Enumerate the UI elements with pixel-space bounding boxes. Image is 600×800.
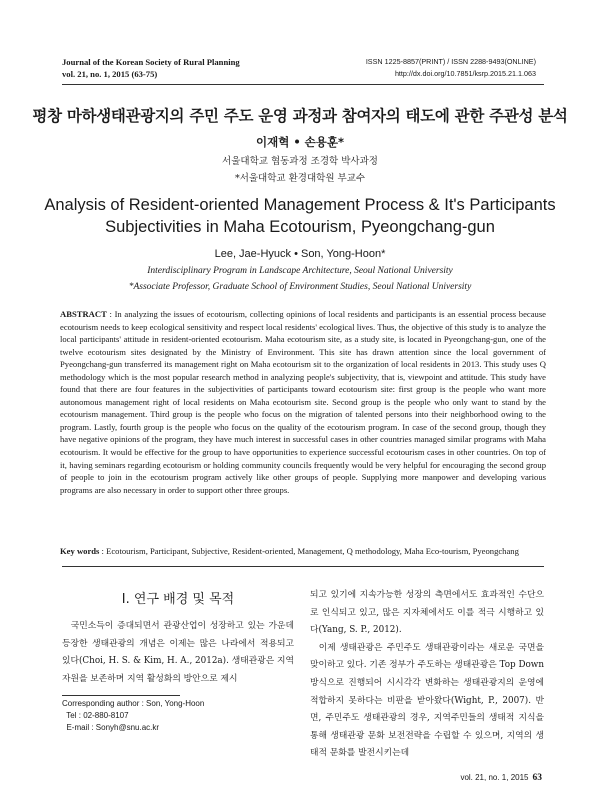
keywords-divider <box>62 566 544 567</box>
keywords <box>60 545 546 557</box>
korean-affiliation-1: 서울대학교 협동과정 조경학 박사과정 <box>222 156 378 167</box>
korean-authors: 이재혁 • 손용훈* <box>255 135 345 149</box>
footnote-tel: Tel : 02-880-8107 <box>62 711 129 720</box>
korean-title: 평창 마하생태관광지의 주민 주도 운영 과정과 참여자의 태도에 관한 주관성 분석 <box>32 107 568 125</box>
footnote-author: Corresponding author : Son, Yong-Hoon <box>62 699 205 708</box>
english-title <box>40 194 560 238</box>
corresponding-author-footnote <box>62 698 204 734</box>
abstract-label: ABSTRACT <box>60 309 107 319</box>
body-right-column <box>310 587 544 763</box>
issn: ISSN 1225-8857(PRINT) / ISSN 2288-9493(ONLINE) <box>365 57 536 66</box>
section-heading: Ⅰ. 연구 배경 및 목적 <box>121 592 235 607</box>
header-divider <box>62 84 544 85</box>
english-authors: Lee, Jae-Hyuck • Son, Yong-Hoon* <box>214 248 386 260</box>
korean-affiliation-2: *서울대학교 환경대학원 부교수 <box>234 173 366 184</box>
footnote-email[interactable]: E-mail : Sonyh@snu.ac.kr <box>62 723 160 732</box>
body-paragraph: 되고 있기에 지속가능한 성장의 측면에서도 효과적인 수단으로 인식되고 있고, 많은 지자체에서도 이를 적극 시행하고 있다(Yang, S. P., 2012). <box>310 590 544 636</box>
page-number: 63 <box>532 773 542 783</box>
abstract-text: : In analyzing the issues of ecotourism, collecting opinions of local residents and participants is an essential process because ecotourism needs to keep ecological sensitivity and respect local residents' ecological lives. Thus, the objective of this study is to analyze the local participants' attitude in resident-oriented ecotourism. Maha ecotourism site, as a study site, is located in Pyeongchang-gun, one of the twelve ecotourism sites designated by the Ministry of Environment. This site has drawn attention since the local government of Pyeongchang-gun transferred its management right on Maha ecotourism sit to the organization of local residents in 2013. This study uses Q methodology which is the most popular research method in analyzing people's subjectivity, that is, viewpoint and attitude. This study have found that there are four features in the subjectivities of participants toward ecotourism site: first group is the people who want more autonomous management right of local residents on Maha ecotourism site. Second group is the people who only want to stand by the ecotourism management. Third group is the people who focus on the migration of talented persons into their neighborhood owing to the program. Lastly, fourth group is the people who focus on the quality of the ecotourism program. In case of the second group, though they have negative opinions of the program, they have much interest in successful cases in other countries managed similar programs with Maha ecotourism. It would be effective for the group to have opportunities to experience successful ecotourism cases in other countries. On top of it, having seminars regarding ecotourism or holding community councils frequently would be very helpful for encouraging the second group of people to join in the ecotourism program actively like other groups of people. Supplying more manpower and developing various programs are also necessary in order to support other three groups. <box>60 309 546 495</box>
english-affiliation-2: *Associate Professor, Graduate School of Environment Studies, Seoul National University <box>128 282 472 292</box>
doi-link[interactable]: http://dx.doi.org/10.7851/ksrp.2015.21.1.063 <box>394 69 536 78</box>
footer-volume: vol. 21, no. 1, 2015 <box>460 773 529 782</box>
body-paragraph: 국민소득이 증대되면서 관광산업이 성장하고 있는 가운데 등장한 생태관광의 개념은 이제는 많은 나라에서 적용되고 있다(Choi, H. S. & Kim, H. A., 2012a). 생태관광은 지역자원을 보존하며 지역 활성화의 방안으로 제시 <box>62 621 294 684</box>
english-affiliation-1: Interdisciplinary Program in Landscape Architecture, Seoul National University <box>147 266 453 276</box>
footnote-divider <box>62 695 180 696</box>
page-footer <box>460 773 542 783</box>
body-left-column <box>62 618 294 688</box>
english-title-line-1: Analysis of Resident-oriented Management Process & It's Participants <box>44 196 556 214</box>
issn-block <box>366 56 536 80</box>
abstract <box>60 308 546 496</box>
journal-header <box>62 56 240 80</box>
english-title-line-2: Subjectivities in Maha Ecotourism, Pyeongchang-gun <box>105 218 495 236</box>
journal-name: Journal of the Korean Society of Rural Planning <box>62 57 240 67</box>
keywords-text: : Ecotourism, Participant, Subjective, Resident-oriented, Management, Q methodology, Maha Eco-tourism, Pyeongchang <box>101 546 519 556</box>
body-paragraph: 이제 생태관광은 주민주도 생태관광이라는 새로운 국면을 맞이하고 있다. 기존 정부가 주도하는 생태관광은 Top Down 방식으로 진행되어 시시각각 변화하는 생태관광지의 운영에 적합하지 못하다는 비판을 받아왔다(Wight, P., 2007). 반면, 주민주도 생태관광의 경우, 지역주민들의 생태적 지식을 통해 생태관광 문화 보전전략을 수립할 수 있으며, 지역의 생태적 문화를 발전시키는데 <box>310 642 544 759</box>
keywords-label: Key words <box>60 546 100 556</box>
journal-volume: vol. 21, no. 1, 2015 (63-75) <box>62 69 158 79</box>
